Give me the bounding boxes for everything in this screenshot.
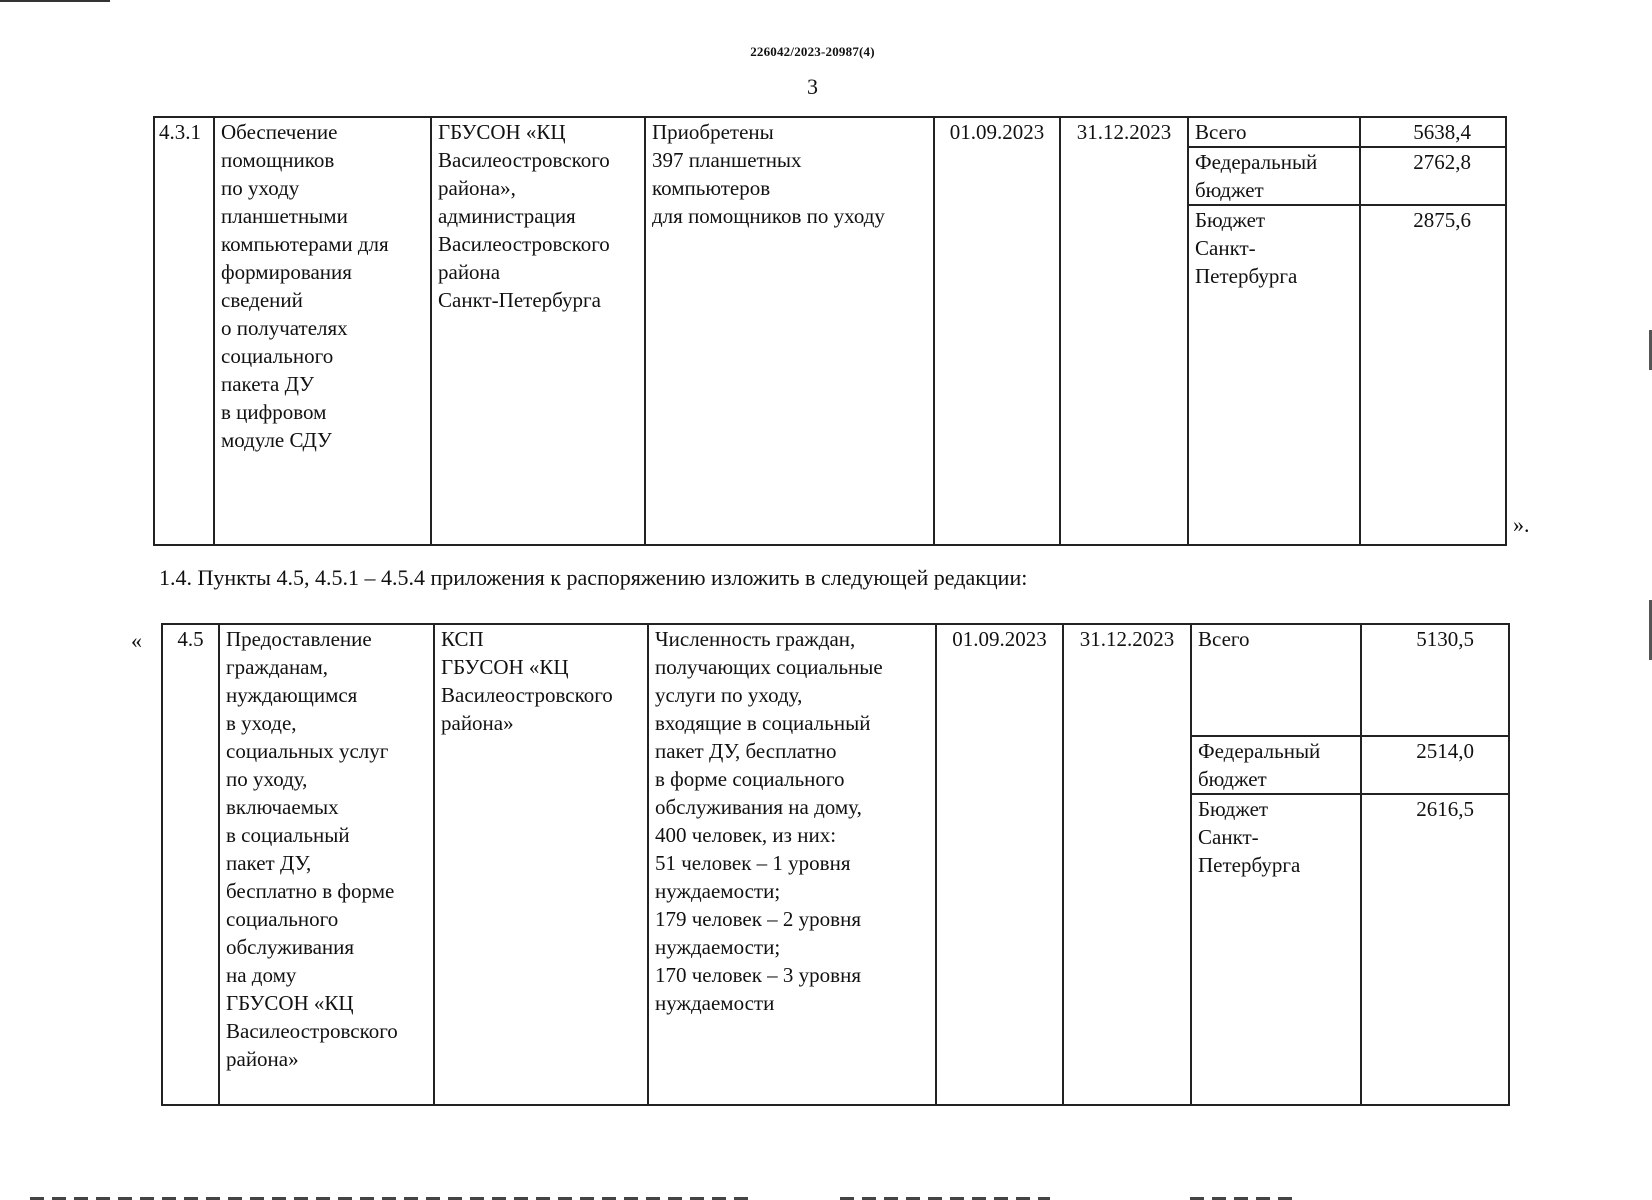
funding-amount: 2762,8	[1360, 147, 1506, 205]
result-cell: Приобретены 397 планшетных компьютеров для помощников по уходу	[645, 117, 934, 545]
funding-source: Всего	[1191, 624, 1361, 736]
page-number: 3	[807, 74, 818, 99]
plan-table-item-4-5	[161, 623, 1510, 1106]
plan-table-item-4-3-1	[153, 116, 1507, 546]
funding-source: Бюджет Санкт- Петербурга	[1188, 205, 1360, 545]
funding-source: Федеральный бюджет	[1188, 147, 1360, 205]
top-edge-line	[0, 0, 110, 2]
funding-amount: 5638,4	[1360, 117, 1506, 147]
activity-cell: Обеспечение помощников по уходу планшетными компьютерами для формирования сведений о получателях социального пакета ДУ в цифровом модуле СДУ	[214, 117, 431, 545]
end-date: 31.12.2023	[1060, 117, 1188, 545]
end-date: 31.12.2023	[1063, 624, 1191, 1105]
amendment-paragraph: 1.4. Пункты 4.5, 4.5.1 – 4.5.4 приложения к распоряжению изложить в следующей редакции:	[159, 565, 1028, 590]
funding-source: Бюджет Санкт- Петербурга	[1191, 794, 1361, 1105]
executor-cell: КСП ГБУСОН «КЦ Василеостровского района»	[434, 624, 648, 1105]
result-cell: Численность граждан, получающих социальные услуги по уходу, входящие в социальный пакет ДУ, бесплатно в форме социального обслуживания на дому, 400 человек, из них: 51 человек – 1 уровня нуждаемости; 179 человек – 2 уровня нуждаемости; 170 человек – 3 уровня нуждаемости	[648, 624, 936, 1105]
funding-amount: 2514,0	[1361, 736, 1509, 794]
funding-source: Федеральный бюджет	[1191, 736, 1361, 794]
activity-cell: Предоставление гражданам, нуждающимся в уходе, социальных услуг по уходу, включаемых в социальный пакет ДУ, бесплатно в форме социального обслуживания на дому ГБУСОН «КЦ Василеостровского района»	[219, 624, 434, 1105]
opening-quote: «	[131, 628, 142, 653]
item-number: 4.3.1	[154, 117, 214, 545]
funding-amount: 2616,5	[1361, 794, 1509, 1105]
funding-source: Всего	[1188, 117, 1360, 147]
start-date: 01.09.2023	[936, 624, 1063, 1105]
document-id: 226042/2023-20987(4)	[750, 44, 875, 59]
funding-amount: 5130,5	[1361, 624, 1509, 736]
executor-cell: ГБУСОН «КЦ Василеостровского района», администрация Василеостровского района Санкт-Петербурга	[431, 117, 645, 545]
closing-quote: ».	[1513, 512, 1530, 537]
item-number: 4.5	[162, 624, 219, 1105]
start-date: 01.09.2023	[934, 117, 1060, 545]
funding-amount: 2875,6	[1360, 205, 1506, 545]
